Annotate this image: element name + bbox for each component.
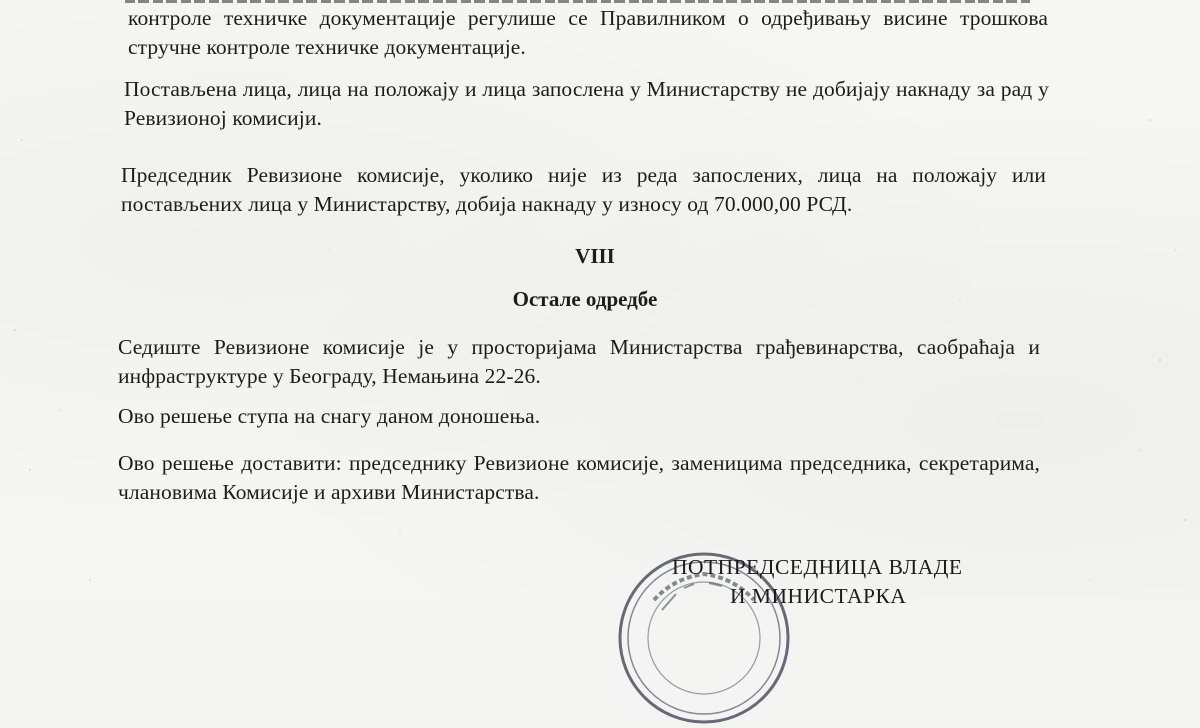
paragraph-commission-seat: Седиште Ревизионе комисије је у просторијама Министарства грађевинарства, саобраћаја и инфраструктуре у Београду, Немањина 22-26. — [118, 335, 1040, 388]
paragraph-cost-regulation: контроле техничке документације регулише се Правилником о одређивању висине трошкова стручне контроле техничке документације. — [128, 6, 1048, 59]
section-number: VIII — [575, 244, 615, 268]
signature-title-line-2: И МИНИСТАРКА — [730, 584, 907, 608]
signature-title-line-1: ПОТПРЕДСЕДНИЦА ВЛАДЕ — [672, 555, 963, 579]
section-title: Остале одредбе — [512, 287, 658, 311]
paragraph-staff-no-compensation: Постављена лица, лица на положају и лица запослена у Министарству не добијају накнаду за рад у Ревизионој комисији. — [124, 77, 1049, 130]
paragraph-entry-into-force: Ово решење ступа на снагу даном доношења. — [118, 404, 541, 428]
paragraph-distribution: Ово решење доставити: председнику Ревизионе комисије, заменицима председника, секретарима, члановима Комисије и архиви Министарства. — [118, 451, 1040, 504]
paragraph-president-compensation: Председник Ревизионе комисије, уколико није из реда запослених, лица на положају или постављених лица у Министарству, добија накнаду у износу од 70.000,00 РСД. — [121, 163, 1046, 216]
signature-block — [672, 553, 1032, 611]
